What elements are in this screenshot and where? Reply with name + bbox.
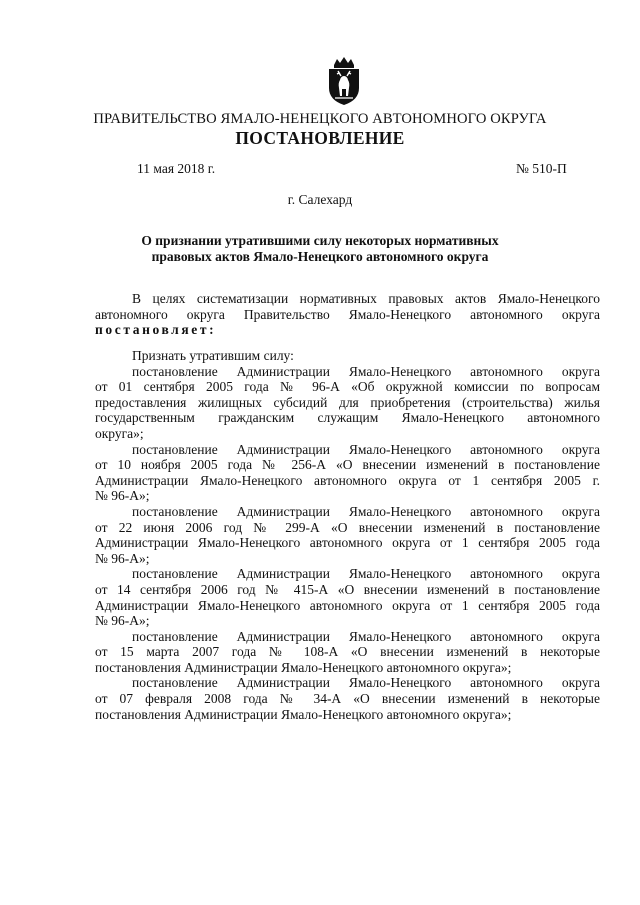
coat-of-arms-icon: [325, 56, 363, 106]
subject-line: О признании утратившими силу некоторых нормативных: [141, 233, 499, 248]
repealed-act-item: [95, 364, 600, 442]
repealed-act-item: [95, 629, 600, 676]
repealed-act-line: № 96-А»;: [95, 613, 150, 629]
repealed-act-line: постановление Администрации Ямало-Ненецкого автономного округа: [132, 503, 600, 519]
repealed-acts-list: [95, 364, 600, 723]
repealed-act-line: от 01 сентября 2005 года № 96-А «Об окружной комиссии по вопросам: [95, 379, 600, 395]
repealed-act-line: № 96-А»;: [95, 488, 150, 504]
resolves-word: постановляет:: [95, 322, 217, 338]
repealed-act-line: Администрации Ямало-Ненецкого автономного округа от 1 сентября 2005 года: [95, 597, 600, 613]
repealed-act-line: Администрации Ямало-Ненецкого автономного округа от 1 сентября 2005 г.: [95, 472, 600, 488]
preamble-paragraph: [95, 291, 600, 338]
government-name: ПРАВИТЕЛЬСТВО ЯМАЛО-НЕНЕЦКОГО АВТОНОМНОГО ОКРУГА: [93, 111, 547, 127]
preamble-line: автономного округа Правительство Ямало-Ненецкого автономного округа: [95, 306, 600, 322]
resolution-body: [95, 348, 600, 722]
repealed-act-line: постановление Администрации Ямало-Ненецкого автономного округа: [132, 363, 600, 379]
repealed-act-line: от 10 ноября 2005 года № 256-А «О внесении изменений в постановление: [95, 457, 600, 473]
repealed-act-line: округа»;: [95, 425, 144, 441]
repealed-act-line: Администрации Ямало-Ненецкого автономного округа от 1 сентября 2005 года: [95, 535, 600, 551]
document-city: г. Салехард: [287, 192, 353, 207]
repealed-act-line: от 07 февраля 2008 года № 34-А «О внесении изменений в некоторые: [95, 691, 600, 707]
repealed-act-line: государственным гражданским служащим Ямало-Ненецкого автономного: [95, 410, 600, 426]
repealed-act-line: постановления Администрации Ямало-Ненецкого автономного округа»;: [95, 706, 512, 722]
repealed-act-line: № 96-А»;: [95, 550, 150, 566]
preamble-line: В целях систематизации нормативных правовых актов Ямало-Ненецкого: [132, 291, 600, 306]
repealed-act-line: постановление Администрации Ямало-Ненецкого автономного округа: [132, 566, 600, 582]
repealed-act-line: предоставления жилищных субсидий для приобретения (строительства) жилья: [95, 394, 600, 410]
repealed-act-line: постановление Администрации Ямало-Ненецкого автономного округа: [132, 628, 600, 644]
subject-line: правовых актов Ямало-Ненецкого автономного округа: [151, 249, 489, 264]
repealed-act-item: [95, 442, 600, 504]
document-subject: [0, 233, 640, 265]
repealed-act-item: [95, 566, 600, 628]
document-number: № 510-П: [516, 161, 567, 176]
repealed-act-line: от 15 марта 2007 года № 108-А «О внесении изменений в некоторые: [95, 644, 600, 660]
resolution-intro: Признать утратившим силу:: [132, 348, 294, 363]
repealed-act-item: [95, 504, 600, 566]
repealed-act-line: постановление Администрации Ямало-Ненецкого автономного округа: [132, 441, 600, 457]
repealed-act-line: постановления Администрации Ямало-Ненецкого автономного округа»;: [95, 659, 512, 675]
repealed-act-line: от 22 июня 2006 год № 299-А «О внесении изменений в постановление: [95, 519, 600, 535]
repealed-act-line: постановление Администрации Ямало-Ненецкого автономного округа: [132, 675, 600, 691]
repealed-act-line: от 14 сентября 2006 год № 415-А «О внесении изменений в постановление: [95, 581, 600, 597]
document-type-title: ПОСТАНОВЛЕНИЕ: [235, 128, 405, 148]
document-date: 11 мая 2018 г.: [137, 161, 216, 176]
repealed-act-item: [95, 675, 600, 722]
